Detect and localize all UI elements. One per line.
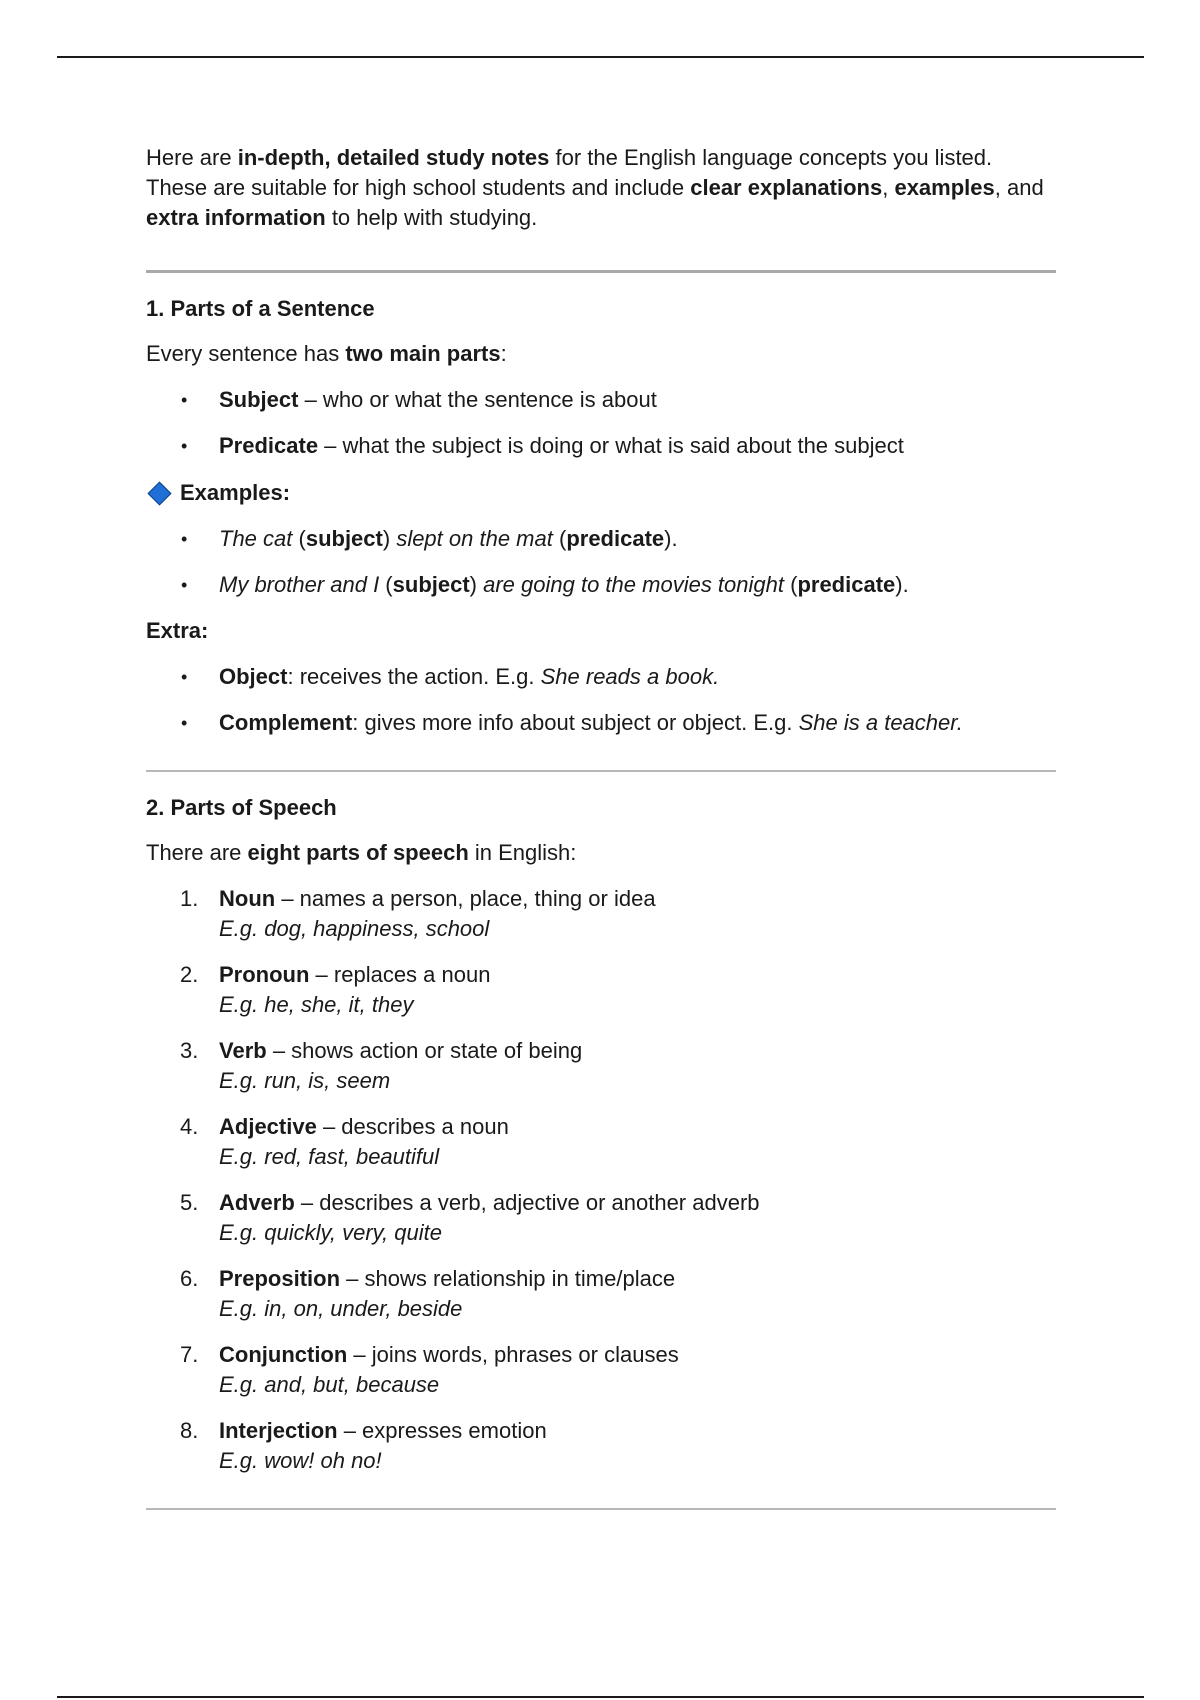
example: E.g. and, but, because: [219, 1372, 440, 1397]
predicate-phrase: are going to the movies tonight: [483, 572, 784, 597]
example: E.g. run, is, seem: [219, 1068, 391, 1093]
term: Complement: [219, 710, 353, 735]
punct: ).: [664, 526, 678, 551]
document-body: [146, 143, 1056, 1510]
description: – names a person, place, thing or idea: [275, 886, 656, 911]
list-item: [146, 1188, 1056, 1248]
list-item: [146, 662, 1056, 692]
intro-bold: extra information: [146, 205, 326, 230]
item-number: 5.: [180, 1190, 199, 1215]
punct: ): [469, 572, 484, 597]
intro-paragraph: [146, 143, 1056, 233]
list-item: [146, 431, 1056, 461]
term: Adverb: [219, 1190, 295, 1215]
term: Conjunction: [219, 1342, 348, 1367]
predicate-tag: predicate: [566, 526, 665, 551]
description: – describes a noun: [316, 1114, 509, 1139]
extra-heading: Extra:: [146, 618, 209, 643]
list-item: [146, 960, 1056, 1020]
bullet-icon: •: [181, 713, 188, 733]
example: E.g. in, on, under, beside: [219, 1296, 463, 1321]
examples-heading: [146, 478, 1056, 508]
subject-tag: subject: [392, 572, 470, 597]
item-number: 2.: [180, 962, 199, 987]
intro-text: to help with studying.: [325, 205, 538, 230]
examples-list: [146, 524, 1056, 600]
section-divider: [146, 1508, 1056, 1510]
list-item: [146, 1112, 1056, 1172]
punct: (: [379, 572, 393, 597]
sentence-parts-list: [146, 385, 1056, 461]
intro-text: , and: [994, 175, 1044, 200]
item-number: 3.: [180, 1038, 199, 1063]
list-item: [146, 1036, 1056, 1096]
intro-text: Here are: [146, 145, 238, 170]
term: Predicate: [219, 433, 319, 458]
item-number: 6.: [180, 1266, 199, 1291]
punct: ).: [895, 572, 909, 597]
example: E.g. wow! oh no!: [219, 1448, 382, 1473]
section-parts-of-sentence: [146, 273, 1056, 738]
list-item: [146, 385, 1056, 415]
term: Adjective: [219, 1114, 317, 1139]
subject-tag: subject: [305, 526, 383, 551]
description: : gives more info about subject or object. E.g.: [352, 710, 799, 735]
intro-text: ,: [882, 175, 895, 200]
term: Pronoun: [219, 962, 310, 987]
item-number: 1.: [180, 886, 199, 911]
list-item: [146, 708, 1056, 738]
description: – replaces a noun: [309, 962, 491, 987]
punct: (: [783, 572, 798, 597]
section-title: 1. Parts of a Sentence: [146, 296, 375, 321]
section-lead: [146, 339, 1056, 369]
subject-phrase: The cat: [219, 526, 293, 551]
predicate-phrase: slept on the mat: [396, 526, 553, 551]
description: – shows action or state of being: [266, 1038, 583, 1063]
predicate-tag: predicate: [797, 572, 896, 597]
intro-bold: examples: [894, 175, 995, 200]
bullet-icon: •: [181, 529, 188, 549]
punct: (: [292, 526, 306, 551]
list-item: [146, 524, 1056, 554]
parts-of-speech-list: [146, 884, 1056, 1476]
list-item: [146, 1264, 1056, 1324]
lead-text: There are: [146, 840, 248, 865]
description: – shows relationship in time/place: [340, 1266, 676, 1291]
intro-text: for the English language concepts you listed. These are suitable for high school students and include: [146, 145, 993, 200]
term: Preposition: [219, 1266, 341, 1291]
intro-bold: in-depth, detailed study notes: [237, 145, 550, 170]
subject-phrase: My brother and I: [219, 572, 380, 597]
page-bottom-rule: [57, 1696, 1144, 1698]
lead-text: Every sentence has: [146, 341, 346, 366]
description: – joins words, phrases or clauses: [347, 1342, 679, 1367]
examples-label: Examples:: [180, 480, 291, 505]
term: Object: [219, 664, 288, 689]
term: Subject: [219, 387, 299, 412]
example: E.g. dog, happiness, school: [219, 916, 490, 941]
page-top-rule: [57, 56, 1144, 58]
list-item: [146, 570, 1056, 600]
lead-bold: eight parts of speech: [247, 840, 469, 865]
extra-list: [146, 662, 1056, 738]
bullet-icon: •: [181, 575, 188, 595]
example: She reads a book.: [540, 664, 720, 689]
list-item: [146, 884, 1056, 944]
item-number: 4.: [180, 1114, 199, 1139]
lead-bold: two main parts: [345, 341, 501, 366]
bullet-icon: •: [181, 436, 188, 456]
item-number: 8.: [180, 1418, 199, 1443]
example: E.g. he, she, it, they: [219, 992, 414, 1017]
term: Interjection: [219, 1418, 338, 1443]
punct: (: [552, 526, 567, 551]
blue-diamond-icon: [147, 481, 171, 505]
item-number: 7.: [180, 1342, 199, 1367]
term: Verb: [219, 1038, 267, 1063]
punct: ): [382, 526, 397, 551]
description: – what the subject is doing or what is said about the subject: [318, 433, 904, 458]
lead-text: :: [500, 341, 507, 366]
list-item: [146, 1416, 1056, 1476]
intro-bold: clear explanations: [690, 175, 883, 200]
lead-text: in English:: [468, 840, 577, 865]
section-title: 2. Parts of Speech: [146, 795, 337, 820]
example: E.g. red, fast, beautiful: [219, 1144, 440, 1169]
term: Noun: [219, 886, 276, 911]
section-lead: [146, 838, 1056, 868]
description: – expresses emotion: [337, 1418, 547, 1443]
description: : receives the action. E.g.: [287, 664, 541, 689]
example: E.g. quickly, very, quite: [219, 1220, 442, 1245]
list-item: [146, 1340, 1056, 1400]
example: She is a teacher.: [798, 710, 963, 735]
bullet-icon: •: [181, 390, 188, 410]
bullet-icon: •: [181, 667, 188, 687]
description: – describes a verb, adjective or another adverb: [294, 1190, 760, 1215]
section-parts-of-speech: [146, 772, 1056, 1476]
description: – who or what the sentence is about: [298, 387, 657, 412]
